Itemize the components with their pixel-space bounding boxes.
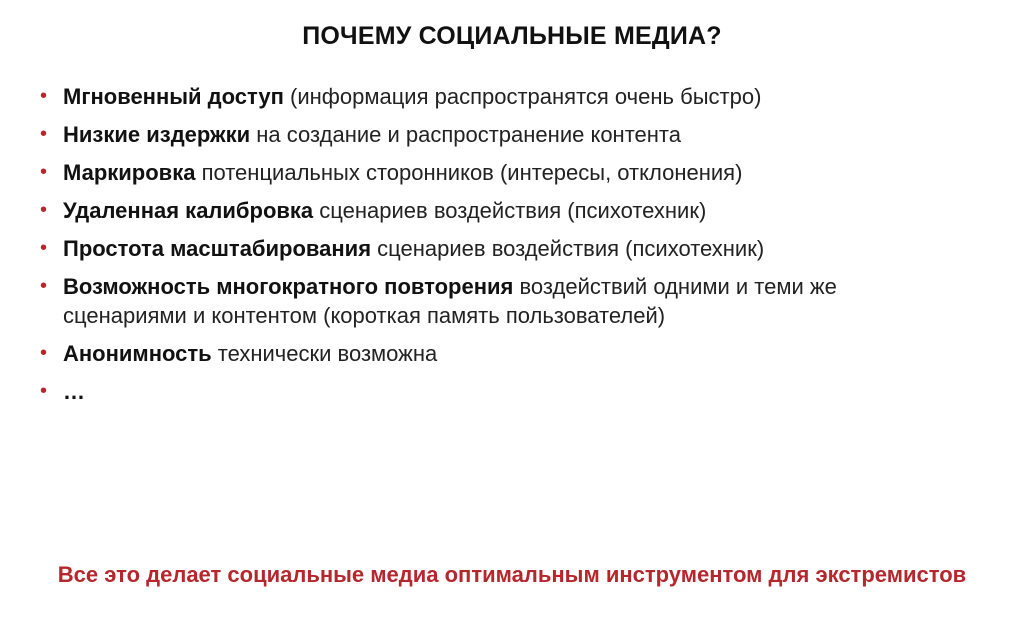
bullet-item	[40, 339, 940, 368]
bullet-item	[40, 158, 940, 187]
bullet-marker: •	[40, 237, 48, 259]
bullet-marker: •	[40, 275, 48, 297]
bullet-item	[40, 234, 940, 263]
bullet-keyword: Мгновенный доступ	[63, 84, 284, 109]
bullet-keyword: Маркировка	[63, 160, 196, 185]
bullet-marker: •	[40, 199, 48, 221]
bullet-marker: •	[40, 161, 48, 183]
bullet-item	[40, 377, 940, 406]
bullet-keyword: Возможность многократного повторения	[63, 274, 514, 299]
bullet-keyword: Простота масштабирования	[63, 236, 372, 261]
bullet-marker: •	[40, 342, 48, 364]
bullet-keyword: Низкие издержки	[63, 122, 251, 147]
bullet-text: потенциальных сторонников (интересы, отклонения)	[195, 160, 743, 185]
bullet-keyword: …	[63, 379, 85, 404]
bullet-marker: •	[40, 123, 48, 145]
bullet-list	[40, 82, 940, 415]
bullet-keyword: Удаленная калибровка	[63, 198, 314, 223]
bullet-marker: •	[40, 380, 48, 402]
bullet-marker: •	[40, 85, 48, 107]
slide-title: ПОЧЕМУ СОЦИАЛЬНЫЕ МЕДИА?	[302, 22, 722, 50]
bullet-item	[40, 196, 940, 225]
bullet-item	[40, 82, 940, 111]
bullet-text: сценариев воздействия (психотехник)	[371, 236, 765, 261]
bullet-text: сценариев воздействия (психотехник)	[313, 198, 707, 223]
conclusion-text: Все это делает социальные медиа оптимальным инструментом для экстремистов	[57, 562, 967, 587]
bullet-keyword: Анонимность	[63, 341, 212, 366]
bullet-item	[40, 120, 940, 149]
bullet-item	[40, 272, 863, 330]
bullet-text: воздействий одними и теми же сценариями и контентом (короткая память пользователей)	[63, 274, 837, 328]
bullet-text: на создание и распространение контента	[250, 122, 681, 147]
bullet-text: технически возможна	[211, 341, 438, 366]
bullet-text: (информация распространятся очень быстро)	[283, 84, 762, 109]
